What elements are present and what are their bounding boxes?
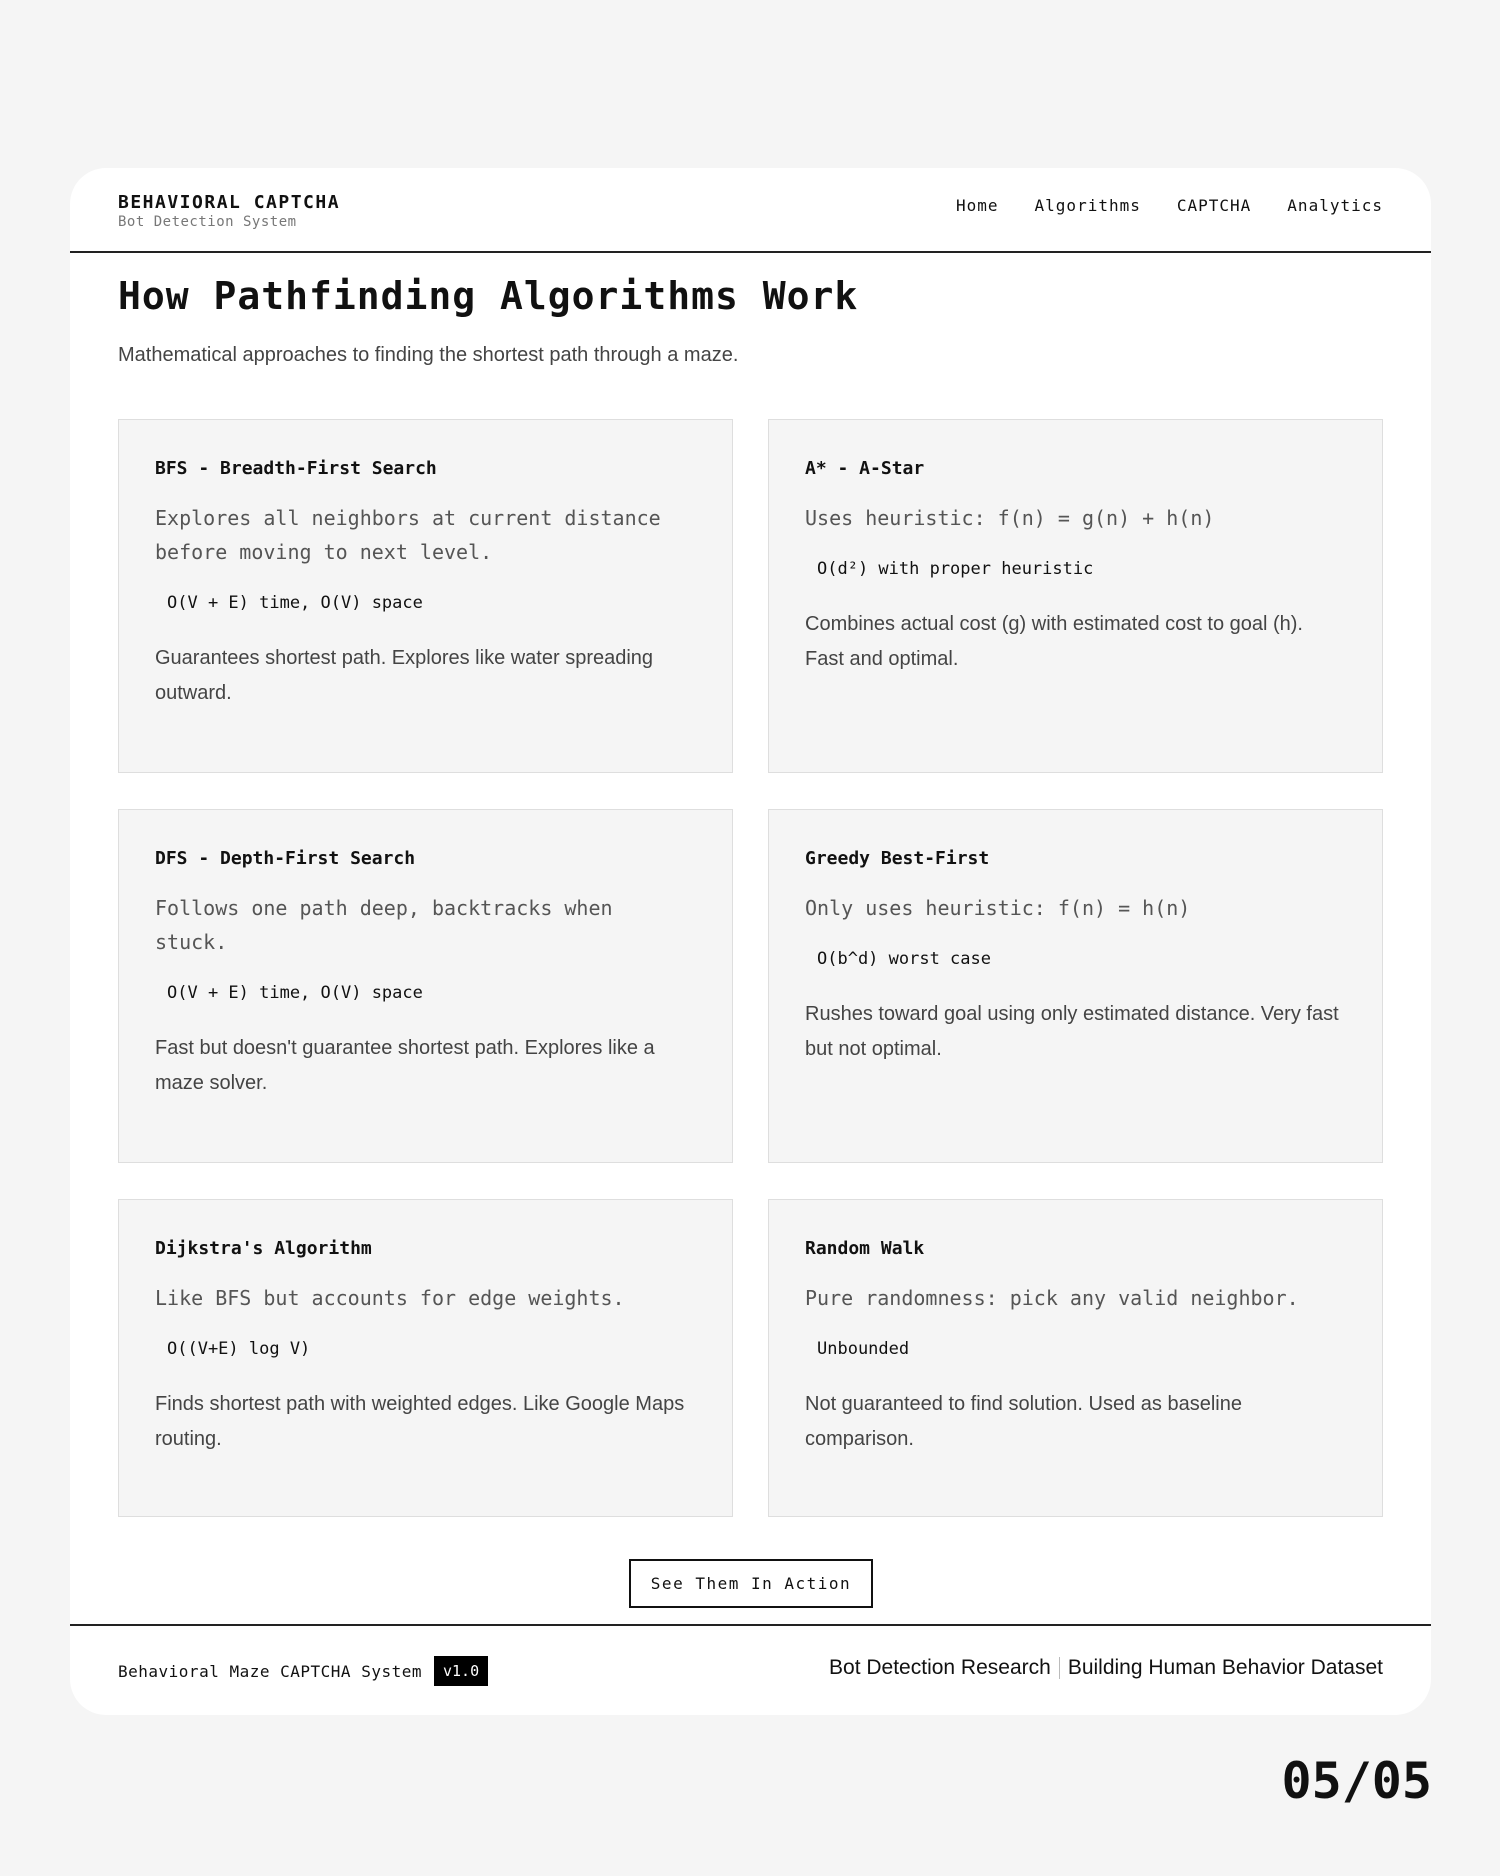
nav-home[interactable]: Home <box>956 196 999 215</box>
card-greedy <box>768 809 1383 1163</box>
page-description: Mathematical approaches to finding the shortest path through a maze. <box>118 344 739 366</box>
card-description: Follows one path deep, backtracks when stuck. <box>155 896 613 954</box>
card-note: Combines actual cost (g) with estimated cost to goal (h). Fast and optimal. <box>805 613 1303 670</box>
algorithm-cards <box>118 419 1383 1517</box>
page-title: How Pathfinding Algorithms Work <box>118 274 859 318</box>
nav-analytics[interactable]: Analytics <box>1287 196 1383 215</box>
card-description: Uses heuristic: f(n) = g(n) + h(n) <box>805 506 1215 530</box>
nav-captcha[interactable]: CAPTCHA <box>1176 196 1252 215</box>
nav-algorithms[interactable]: Algorithms <box>1034 196 1141 215</box>
footer-right <box>829 1656 1383 1680</box>
card-note: Guarantees shortest path. Explores like water spreading outward. <box>155 647 654 704</box>
card-dijkstra <box>118 1199 733 1517</box>
main-nav <box>956 196 1383 215</box>
content-frame <box>70 168 1431 1715</box>
footer-system-name: Behavioral Maze CAPTCHA System <box>118 1661 422 1681</box>
card-astar <box>768 419 1383 773</box>
footer-divider <box>1059 1657 1060 1679</box>
card-random-walk <box>768 1199 1383 1517</box>
footer-dataset: Building Human Behavior Dataset <box>1067 1656 1383 1679</box>
brand-title[interactable]: BEHAVIORAL CAPTCHA <box>118 192 341 213</box>
card-bfs <box>118 419 733 773</box>
card-title: DFS - Depth-First Search <box>155 848 416 869</box>
brand-subtitle: Bot Detection System <box>118 214 297 230</box>
card-description: Only uses heuristic: f(n) = h(n) <box>805 896 1191 920</box>
site-header <box>70 168 1431 253</box>
card-note: Not guaranteed to find solution. Used as baseline comparison. <box>805 1393 1242 1450</box>
see-in-action-button[interactable]: See Them In Action <box>629 1559 873 1608</box>
footer-research: Bot Detection Research <box>829 1656 1051 1679</box>
card-title: Dijkstra's Algorithm <box>155 1238 372 1259</box>
card-description: Like BFS but accounts for edge weights. <box>155 1286 625 1310</box>
card-complexity: O((V+E) log V) <box>167 1339 311 1359</box>
version-badge: v1.0 <box>434 1656 488 1686</box>
card-title: BFS - Breadth-First Search <box>155 458 437 479</box>
card-description: Pure randomness: pick any valid neighbor. <box>805 1286 1299 1310</box>
card-dfs <box>118 809 733 1163</box>
card-title: A* - A-Star <box>805 458 925 479</box>
site-footer <box>70 1624 1431 1715</box>
card-title: Random Walk <box>805 1238 925 1259</box>
card-description: Explores all neighbors at current distance before moving to next level. <box>155 506 661 564</box>
footer-left <box>118 1656 488 1686</box>
card-complexity: Unbounded <box>817 1339 910 1359</box>
card-complexity: O(d²) with proper heuristic <box>817 559 1094 579</box>
card-note: Rushes toward goal using only estimated distance. Very fast but not optimal. <box>805 1003 1339 1060</box>
page-number: 05/05 <box>1281 1752 1432 1810</box>
card-complexity: O(V + E) time, O(V) space <box>167 593 423 613</box>
card-note: Fast but doesn't guarantee shortest path. Explores like a maze solver. <box>155 1037 655 1094</box>
card-complexity: O(b^d) worst case <box>817 949 991 969</box>
card-title: Greedy Best-First <box>805 848 990 869</box>
card-complexity: O(V + E) time, O(V) space <box>167 983 423 1003</box>
card-note: Finds shortest path with weighted edges. Like Google Maps routing. <box>155 1393 685 1450</box>
